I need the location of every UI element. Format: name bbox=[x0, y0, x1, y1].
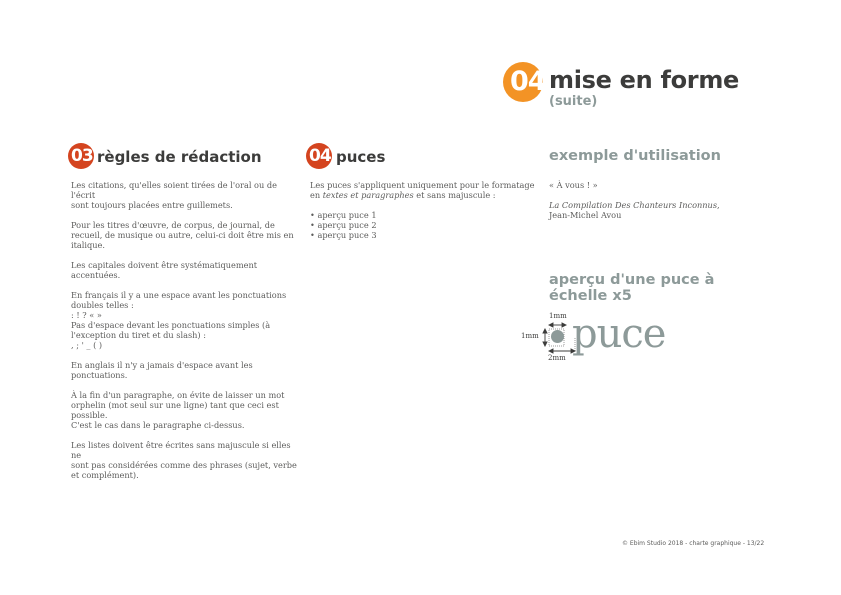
redaction-line: possible. bbox=[71, 410, 108, 420]
puces-intro-en: en bbox=[310, 190, 323, 200]
example-text bbox=[549, 180, 749, 220]
puces-intro-line2 bbox=[310, 190, 540, 200]
redaction-paragraph bbox=[71, 220, 301, 250]
redaction-paragraph bbox=[71, 290, 301, 350]
redaction-line: À la fin d'un paragraphe, on évite de laisser un mot bbox=[71, 390, 285, 400]
redaction-line: l'exception du tiret et du slash) : bbox=[71, 330, 206, 340]
puces-intro-end: et sans majuscule : bbox=[413, 190, 496, 200]
redaction-paragraph bbox=[71, 260, 301, 280]
redaction-line: sont toujours placées entre guillemets. bbox=[71, 200, 233, 210]
redaction-line: Pour les titres d'œuvre, de corpus, de journal, de bbox=[71, 220, 275, 230]
redaction-line: C'est le cas dans le paragraphe ci-dessus. bbox=[71, 420, 245, 430]
redaction-line: Les citations, qu'elles soient tirées de l'oral ou de l'écrit bbox=[71, 180, 277, 200]
redaction-rules-text bbox=[71, 180, 301, 490]
redaction-line: ponctuations. bbox=[71, 370, 128, 380]
example-title: exemple d'utilisation bbox=[549, 148, 721, 164]
dimension-bottom-label: 2mm bbox=[548, 354, 566, 362]
redaction-line: italique. bbox=[71, 240, 105, 250]
redaction-line: , ; ' _ ( ) bbox=[71, 340, 103, 350]
redaction-line: et complément). bbox=[71, 470, 139, 480]
redaction-line: accentuées. bbox=[71, 270, 121, 280]
puces-text bbox=[310, 180, 540, 240]
redaction-line: recueil, de musique ou autre, celui-ci doit être mis en bbox=[71, 230, 294, 240]
page-title: mise en forme bbox=[549, 66, 740, 94]
section-title-redaction: règles de rédaction bbox=[97, 148, 262, 166]
bullet-preview-dot bbox=[551, 330, 564, 343]
redaction-line: doubles telles : bbox=[71, 300, 134, 310]
bullet-list bbox=[310, 210, 540, 240]
section-number-redaction: 03 bbox=[68, 143, 94, 169]
section-number-puces: 04 bbox=[306, 143, 332, 169]
redaction-paragraph bbox=[71, 440, 301, 480]
preview-title bbox=[549, 272, 714, 304]
example-work bbox=[549, 200, 749, 210]
section-title-puces: puces bbox=[336, 148, 386, 166]
redaction-line: orphelin (mot seul sur une ligne) tant que ceci est bbox=[71, 400, 279, 410]
bullet-preview-word: puce bbox=[572, 311, 666, 357]
example-work-comma: , bbox=[717, 200, 720, 210]
preview-title-line1: aperçu d'une puce à bbox=[549, 272, 715, 288]
redaction-line: Les listes doivent être écrites sans majuscule si elles ne bbox=[71, 440, 291, 460]
list-item: • aperçu puce 3 bbox=[310, 230, 540, 240]
redaction-paragraph bbox=[71, 180, 301, 210]
list-item: • aperçu puce 1 bbox=[310, 210, 540, 220]
redaction-line: sont pas considérées comme des phrases (sujet, verbe bbox=[71, 460, 297, 470]
page-subtitle: (suite) bbox=[549, 94, 598, 109]
puces-intro-italic: textes et paragraphes bbox=[322, 190, 414, 200]
redaction-paragraph bbox=[71, 390, 301, 430]
preview-title-line2: échelle x5 bbox=[549, 288, 632, 304]
example-quote: « À vous ! » bbox=[549, 180, 598, 190]
redaction-line: En anglais il n'y a jamais d'espace avant les bbox=[71, 360, 253, 370]
list-item: • aperçu puce 2 bbox=[310, 220, 540, 230]
redaction-line: En français il y a une espace avant les ponctuations bbox=[71, 290, 287, 300]
dimension-left-label: 1mm bbox=[521, 332, 539, 340]
puces-intro-line1: Les puces s'appliquent uniquement pour le formatage bbox=[310, 180, 535, 190]
redaction-line: Pas d'espace devant les ponctuations simples (à bbox=[71, 320, 271, 330]
redaction-line: Les capitales doivent être systématiquement bbox=[71, 260, 258, 270]
main-section-number: 04 bbox=[503, 62, 543, 102]
example-author: Jean-Michel Avou bbox=[549, 210, 622, 220]
example-work-title: La Compilation Des Chanteurs Inconnus bbox=[549, 200, 718, 210]
redaction-line: : ! ? « » bbox=[71, 310, 102, 320]
page-footer: © Ebim Studio 2018 - charte graphique - 13/22 bbox=[622, 540, 765, 547]
redaction-paragraph bbox=[71, 360, 301, 380]
dimension-top-label: 1mm bbox=[549, 312, 567, 320]
